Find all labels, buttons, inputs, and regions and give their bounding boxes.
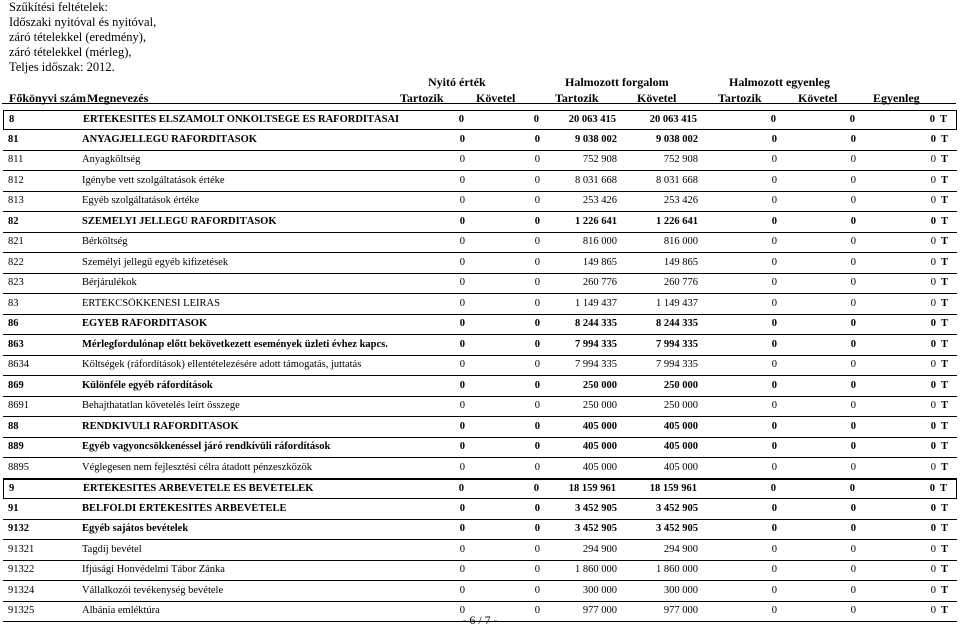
balance-side: T [940,256,948,268]
amount-cell: 0 [534,154,540,165]
table-row [3,520,957,540]
amount-cell: 0 [850,133,856,145]
amount-cell: 0 [771,256,777,268]
amount-cell: 0 [534,256,540,268]
amount-cell: 0 [771,523,777,534]
table-row [3,459,957,479]
amount-cell: 0 [458,483,464,494]
table-row [3,151,957,171]
amount-cell: 0 [770,114,776,125]
amount-cell: 0 [771,174,777,186]
amount-cell: 0 [930,154,936,165]
amount-cell: 149 865 [663,256,698,268]
table-row [3,356,957,376]
amount-cell: 0 [459,277,465,288]
amount-cell: 0 [770,483,776,494]
amount-cell: 0 [534,133,540,145]
amount-cell: 0 [459,215,465,227]
amount-cell: 0 [458,114,464,125]
amount-cell: 250 000 [582,379,617,391]
amount-cell: 8 031 668 [656,174,698,186]
amount-cell: 0 [459,502,465,514]
amount-cell: 1 860 000 [575,564,617,575]
amount-cell: 0 [771,154,777,165]
account-name: ANYAGJELLEGŰ RÁFORDÍTÁSOK [82,133,257,145]
amount-cell: 816 000 [582,236,617,247]
amount-cell: 0 [459,543,465,555]
account-name: Ifjúsági Honvédelmi Tábor Zánka [82,564,225,575]
amount-cell: 0 [850,256,856,268]
account-name: Anyagköltség [82,154,141,165]
balance-side: T [940,461,948,473]
amount-cell: 0 [771,461,777,473]
account-name: ÉRTÉKESÍTÉS ELSZÁMOLT ÖNKÖLTSÉGE ÉS RÁFORDÍTÁSAI [83,114,400,125]
amount-cell: 977 000 [582,605,617,616]
group-header-nyito: Nyitó érték [428,75,486,89]
amount-cell: 0 [930,564,936,575]
account-code: 821 [8,236,24,247]
amount-cell: 752 908 [582,154,617,165]
column-header-fokonyv: Főkönyvi szám [9,91,87,105]
table-row [3,336,957,356]
amount-cell: 0 [534,195,540,206]
balance-side: T [940,277,948,288]
amount-cell: 0 [459,297,465,309]
amount-cell: 0 [771,359,777,370]
amount-cell: 0 [771,502,777,514]
column-header-nyito-tartozik: Tartozik [400,91,444,105]
amount-cell: 0 [850,318,856,329]
amount-cell: 0 [534,543,540,555]
amount-cell: 0 [534,584,540,596]
amount-cell: 18 159 961 [649,483,697,494]
account-code: 86 [8,318,19,329]
amount-cell: 1 226 641 [575,215,617,227]
amount-cell: 250 000 [582,400,617,411]
amount-cell: 0 [533,483,539,494]
account-name: SZEMÉLYI JELLEGŰ RÁFORDÍTÁSOK [82,215,277,227]
amount-cell: 0 [930,584,936,596]
amount-cell: 0 [850,215,856,227]
balance-side: T [940,379,948,391]
account-name: Vállalkozói tevékenység bevétele [82,584,224,596]
amount-cell: 405 000 [663,461,698,473]
account-name: Költségek (ráfordítások) ellentételezésére adott támogatás, juttatás [82,359,362,370]
account-code: 91322 [8,564,35,575]
amount-cell: 0 [850,461,856,473]
balance-side: T [939,114,947,125]
amount-cell: 0 [534,400,540,411]
amount-cell: 0 [534,605,540,616]
amount-cell: 0 [930,523,936,534]
amount-cell: 7 994 335 [575,338,617,350]
balance-side: T [940,400,948,411]
amount-cell: 300 000 [582,584,617,596]
amount-cell: 9 038 002 [656,133,698,145]
table-row [3,438,957,458]
balance-side: T [940,441,948,452]
amount-cell: 3 452 905 [656,502,698,514]
amount-cell: 0 [534,215,540,227]
amount-cell: 405 000 [582,461,617,473]
amount-cell: 0 [850,154,856,165]
account-code: 889 [8,441,24,452]
amount-cell: 0 [534,338,540,350]
amount-cell: 0 [459,420,465,432]
account-code: 822 [8,256,24,268]
amount-cell: 0 [850,502,856,514]
account-code: 88 [8,420,19,432]
amount-cell: 0 [459,400,465,411]
account-name: RENDKÍVÜLI RÁFORDÍTÁSOK [82,420,239,432]
amount-cell: 0 [459,605,465,616]
account-code: 91325 [8,605,35,616]
filter-line: Időszaki nyitóval és nyitóval, [9,15,157,29]
amount-cell: 0 [930,256,936,268]
amount-cell: 149 865 [582,256,617,268]
amount-cell: 0 [930,297,936,309]
amount-cell: 0 [459,584,465,596]
balance-side: T [940,502,948,514]
table-row [3,479,957,499]
amount-cell: 0 [459,379,465,391]
balance-side: T [940,236,948,247]
amount-cell: 0 [533,114,539,125]
amount-cell: 0 [930,543,936,555]
amount-cell: 0 [850,236,856,247]
amount-cell: 977 000 [663,605,698,616]
amount-cell: 0 [534,359,540,370]
account-code: 9 [9,483,15,494]
amount-cell: 0 [459,461,465,473]
column-header-egyenleg-tartozik: Tartozik [718,91,762,105]
column-header-forgalom-tartozik: Tartozik [555,91,599,105]
amount-cell: 752 908 [663,154,698,165]
amount-cell: 0 [459,523,465,534]
amount-cell: 0 [930,215,936,227]
amount-cell: 1 860 000 [656,564,698,575]
filter-line: Szűkítési feltételek: [9,0,108,14]
amount-cell: 0 [771,420,777,432]
balance-side: T [940,543,948,555]
amount-cell: 294 900 [663,543,698,555]
account-name: Egyéb szolgáltatások értéke [82,195,200,206]
amount-cell: 0 [771,564,777,575]
account-name: Tagdíj bevétel [82,543,142,555]
balance-side: T [939,483,947,494]
amount-cell: 0 [534,297,540,309]
amount-cell: 405 000 [663,441,698,452]
amount-cell: 0 [459,441,465,452]
account-name: Különféle egyéb ráfordítások [82,379,213,391]
account-name: Bérjárulékok [82,277,137,288]
balance-side: T [940,564,948,575]
column-header-nyito-kovetel: Követel [476,91,516,105]
account-code: 91324 [8,584,35,596]
account-code: 813 [8,195,24,206]
amount-cell: 0 [850,441,856,452]
amount-cell: 0 [930,318,936,329]
amount-cell: 0 [929,483,935,494]
table-row [3,561,957,581]
amount-cell: 0 [459,564,465,575]
amount-cell: 1 149 437 [575,297,617,309]
table-row [3,541,957,561]
table-row [3,582,957,602]
account-code: 81 [8,133,19,145]
amount-cell: 0 [771,441,777,452]
amount-cell: 0 [930,441,936,452]
amount-cell: 253 426 [663,195,698,206]
amount-cell: 0 [930,359,936,370]
amount-cell: 18 159 961 [568,483,616,494]
account-name: ÉRTÉKESÍTÉS ÁRBEVÉTELE ÉS BEVÉTELEK [83,483,314,494]
account-name: Albánia emléktúra [82,605,160,616]
amount-cell: 0 [534,502,540,514]
table-row [3,295,957,315]
account-name: Egyéb sajátos bevételek [82,523,189,534]
table-row [3,397,957,417]
amount-cell: 0 [850,174,856,186]
balance-side: T [940,318,948,329]
amount-cell: 0 [930,420,936,432]
account-code: 82 [8,215,19,227]
table-row [3,315,957,335]
amount-cell: 0 [930,236,936,247]
page-number: - 6 / 7 - [462,613,498,627]
filter-line: záró tételekkel (eredmény), [9,30,147,44]
amount-cell: 0 [459,359,465,370]
amount-cell: 0 [459,256,465,268]
amount-cell: 3 452 905 [575,502,617,514]
account-name: Személyi jellegű egyéb kifizetések [82,256,229,268]
account-code: 811 [8,154,24,165]
filter-conditions [9,0,156,75]
amount-cell: 0 [771,277,777,288]
balance-side: T [940,297,948,309]
amount-cell: 0 [930,195,936,206]
amount-cell: 0 [930,277,936,288]
table-row [3,500,957,520]
amount-cell: 0 [850,605,856,616]
amount-cell: 7 994 335 [656,338,698,350]
balance-side: T [940,133,948,145]
amount-cell: 0 [771,584,777,596]
amount-cell: 0 [930,338,936,350]
filter-line: záró tételekkel (mérleg), [9,45,132,59]
amount-cell: 0 [850,277,856,288]
amount-cell: 0 [929,114,935,125]
amount-cell: 0 [771,338,777,350]
table-row [3,377,957,397]
amount-cell: 0 [459,338,465,350]
amount-cell: 0 [534,420,540,432]
account-name: EGYÉB RÁFORDÍTÁSOK [82,318,208,329]
account-code: 863 [8,338,24,350]
amount-cell: 0 [771,133,777,145]
amount-cell: 20 063 415 [649,114,697,125]
amount-cell: 0 [534,277,540,288]
amount-cell: 0 [459,236,465,247]
amount-cell: 0 [771,318,777,329]
amount-cell: 8 244 335 [575,318,617,329]
amount-cell: 0 [534,236,540,247]
amount-cell: 0 [850,564,856,575]
account-code: 8 [9,114,15,125]
balance-side: T [940,523,948,534]
balance-side: T [940,215,948,227]
amount-cell: 300 000 [663,584,698,596]
amount-cell: 0 [534,379,540,391]
account-code: 8691 [8,400,29,411]
amount-cell: 3 452 905 [575,523,617,534]
account-code: 812 [8,174,24,186]
amount-cell: 0 [771,236,777,247]
amount-cell: 0 [849,114,855,125]
amount-cell: 0 [459,154,465,165]
amount-cell: 260 776 [663,277,698,288]
amount-cell: 0 [930,400,936,411]
group-header-forgalom: Halmozott forgalom [565,75,669,89]
amount-cell: 0 [771,400,777,411]
amount-cell: 9 038 002 [575,133,617,145]
amount-cell: 0 [850,379,856,391]
amount-cell: 0 [930,605,936,616]
amount-cell: 0 [771,195,777,206]
account-name: Igénybe vett szolgáltatások értéke [82,174,225,186]
amount-cell: 0 [534,174,540,186]
account-code: 8634 [8,359,29,370]
amount-cell: 20 063 415 [568,114,616,125]
account-code: 869 [8,379,24,391]
amount-cell: 1 149 437 [656,297,698,309]
table-row [3,418,957,438]
amount-cell: 0 [850,195,856,206]
filter-line: Teljes időszak: 2012. [9,60,115,74]
table-row [3,213,957,233]
amount-cell: 0 [850,584,856,596]
amount-cell: 0 [459,318,465,329]
group-header-egyenleg: Halmozott egyenleg [729,75,830,89]
balance-side: T [940,420,948,432]
account-code: 83 [8,297,19,309]
account-code: 91321 [8,543,35,555]
amount-cell: 0 [850,523,856,534]
amount-cell: 0 [534,564,540,575]
amount-cell: 0 [771,543,777,555]
amount-cell: 0 [850,400,856,411]
amount-cell: 0 [850,420,856,432]
amount-cell: 0 [771,379,777,391]
amount-cell: 8 031 668 [575,174,617,186]
amount-cell: 253 426 [582,195,617,206]
amount-cell: 0 [459,133,465,145]
balance-side: T [940,605,948,616]
amount-cell: 0 [850,359,856,370]
table-row [3,233,957,253]
account-name: Véglegesen nem fejlesztési célra átadott pénzeszközök [82,461,313,473]
amount-cell: 0 [930,502,936,514]
balance-side: T [940,359,948,370]
amount-cell: 405 000 [663,420,698,432]
column-header-egyenleg: Egyenleg [873,91,920,105]
account-code: 8895 [8,461,29,473]
balance-side: T [940,584,948,596]
amount-cell: 260 776 [582,277,617,288]
amount-cell: 0 [930,379,936,391]
amount-cell: 3 452 905 [656,523,698,534]
table-row [3,192,957,212]
amount-cell: 816 000 [663,236,698,247]
amount-cell: 0 [850,543,856,555]
account-name: Bérköltség [82,236,128,247]
account-code: 91 [8,502,19,514]
amount-cell: 0 [534,523,540,534]
amount-cell: 0 [534,318,540,329]
table-row [3,254,957,274]
amount-cell: 0 [459,195,465,206]
balance-side: T [940,195,948,206]
amount-cell: 0 [850,297,856,309]
amount-cell: 250 000 [663,400,698,411]
account-name: BELFÖLDI ÉRTÉKESÍTÉS ÁRBEVÉTELE [82,502,287,514]
amount-cell: 0 [771,605,777,616]
balance-side: T [940,338,948,350]
amount-cell: 0 [930,174,936,186]
table-row [3,274,957,294]
amount-cell: 0 [930,461,936,473]
amount-cell: 250 000 [663,379,698,391]
balance-side: T [940,174,948,186]
balance-side: T [940,154,948,165]
account-code: 823 [8,277,24,288]
column-header-forgalom-kovetel: Követel [637,91,677,105]
amount-cell: 0 [534,441,540,452]
amount-cell: 0 [771,297,777,309]
amount-cell: 0 [534,461,540,473]
column-header-megnevezes: Megnevezés [87,91,149,105]
account-name: Mérlegfordulónap előtt bekövetkezett események üzleti évhez kapcs. [82,338,388,350]
amount-cell: 0 [771,215,777,227]
header-divider [2,103,956,104]
amount-cell: 405 000 [582,420,617,432]
account-code: 9132 [8,523,29,534]
amount-cell: 0 [930,133,936,145]
amount-cell: 7 994 335 [575,359,617,370]
amount-cell: 0 [850,338,856,350]
account-name: Behajthatatlan követelés leírt összege [82,400,240,411]
column-header-egyenleg-kovetel: Követel [798,91,838,105]
amount-cell: 294 900 [582,543,617,555]
amount-cell: 7 994 335 [656,359,698,370]
amount-cell: 0 [459,174,465,186]
account-name: ÉRTÉKCSÖKKENÉSI LEÍRÁS [82,297,220,309]
amount-cell: 1 226 641 [656,215,698,227]
table-row [3,172,957,192]
account-name: Egyéb vagyoncsökkenéssel járó rendkívüli ráfordítások [82,441,331,452]
amount-cell: 0 [849,483,855,494]
table-row [3,110,957,130]
amount-cell: 405 000 [582,441,617,452]
amount-cell: 8 244 335 [656,318,698,329]
table-row [3,131,957,151]
